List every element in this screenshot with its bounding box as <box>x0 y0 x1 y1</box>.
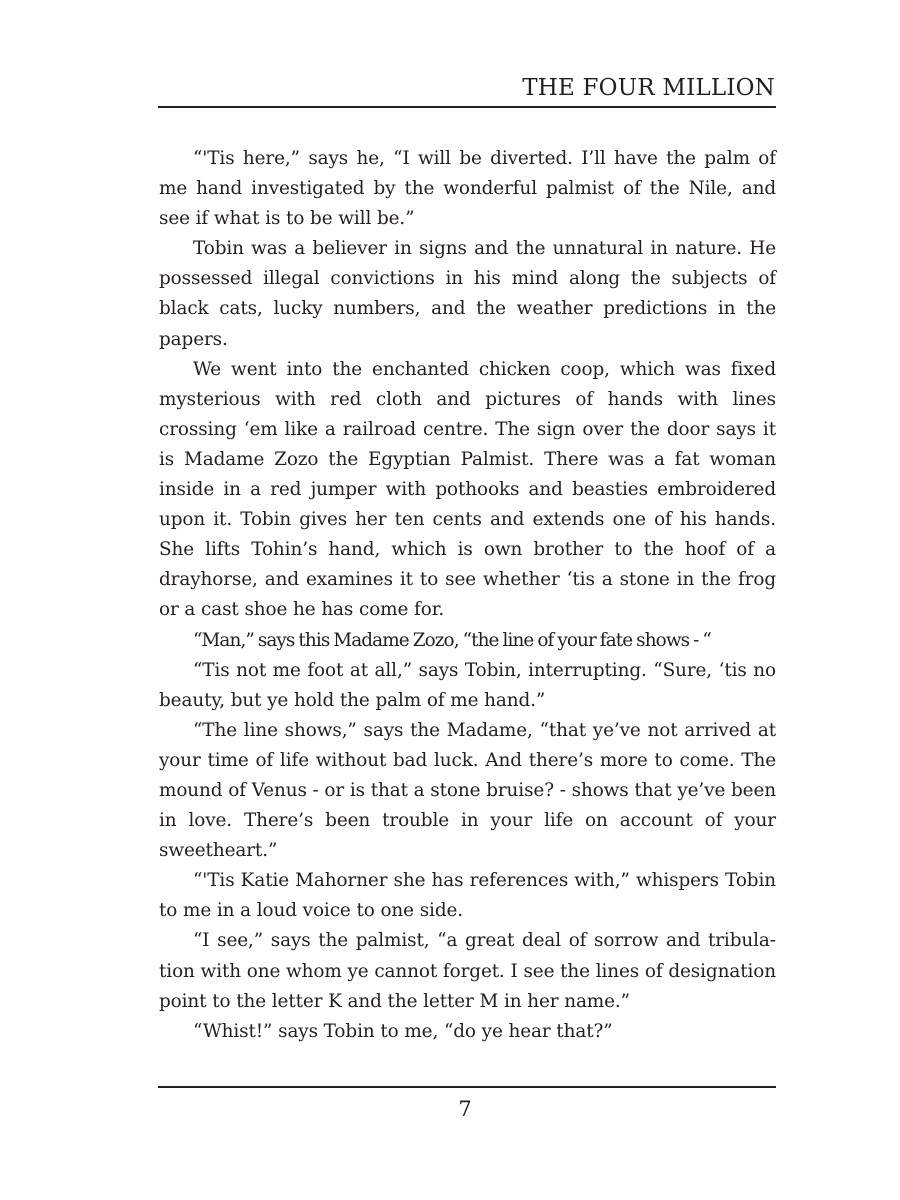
book-title-header: THE FOUR MILLION <box>522 75 775 101</box>
paragraph: “The line shows,” says the Madame, “that ye’ve not arrived at your time of life without bad luck. And there’s more to come. The mound of Venus - or is that a stone bruise? - shows that ye’ve been in love. There’s been trouble in your life on account of your sweetheart.” <box>159 719 776 862</box>
paragraph: “Whist!” says Tobin to me, “do ye hear that?” <box>193 1020 613 1042</box>
page-body <box>159 144 776 1047</box>
footer-rule <box>158 1086 776 1088</box>
paragraph: “I see,” says the palmist, “a great deal of sorrow and tribulation with one whom ye cannot forget. I see the lines of designation point to the letter K and the letter M in her name.” <box>159 930 776 1012</box>
header-rule <box>158 106 776 108</box>
paragraph: “'Tis here,” says he, “I will be diverted. I’ll have the palm of me hand investigated by the wonderful palmist of the Nile, and see if what is to be will be.” <box>159 148 776 230</box>
paragraph: We went into the enchanted chicken coop, which was fixed mysterious with red cloth and pictures of hands with lines crossing ‘em like a railroad centre. The sign over the door says it is Madame Zozo the Egyptian Palmist. There was a fat woman inside in a red jumper with pothooks and beasties embroidered upon it. Tobin gives her ten cents and extends one of his hands. She lifts Tohin’s hand, which is own brother to the hoof of a drayhorse, and examines it to see whether ‘tis a stone in the frog or a cast shoe he has come for. <box>159 358 776 621</box>
page-number: 7 <box>458 1097 472 1121</box>
paragraph: “'Tis Katie Mahorner she has references with,” whispers Tobin to me in a loud voice to one side. <box>159 870 776 922</box>
paragraph: “Tis not me foot at all,” says Tobin, interrupting. “Sure, ‘tis no beauty, but ye hold the palm of me hand.” <box>159 659 776 711</box>
paragraph: “Man,” says this Madame Zozo, “the line of your fate shows - “ <box>193 629 711 651</box>
paragraph: Tobin was a believer in signs and the unnatural in nature. He possessed illegal convictions in his mind along the subjects of black cats, lucky numbers, and the weather predictions in the papers. <box>159 238 776 350</box>
